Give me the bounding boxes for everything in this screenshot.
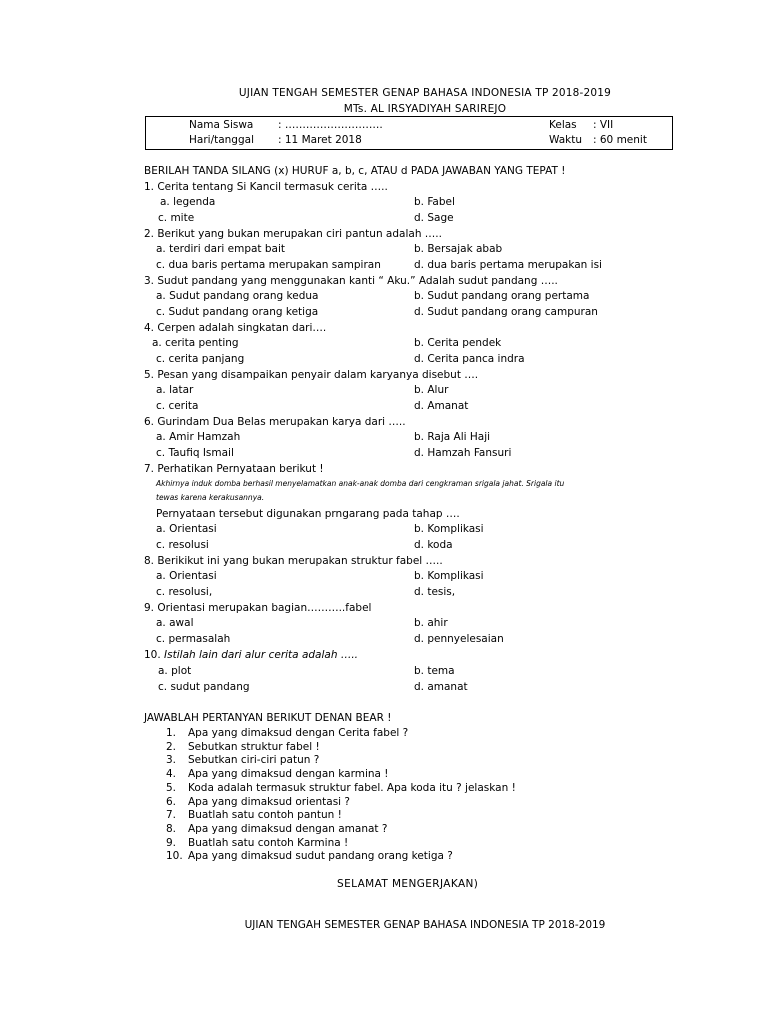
q6-option-b: b. Raja Ali Haji — [414, 431, 491, 443]
next-page-title: UJIAN TENGAH SEMESTER GENAP BAHASA INDONESIA TP 2018-2019 — [244, 919, 606, 931]
essay-8-number: 8. — [166, 823, 177, 835]
q5-option-b: b. Alur — [414, 384, 449, 396]
q10-option-a: a. plot — [158, 665, 192, 677]
q1-option-c: c. mite — [158, 212, 195, 224]
q6-option-a: a. Amir Hamzah — [156, 431, 241, 443]
essay-8-text: Apa yang dimaksud dengan amanat ? — [188, 823, 388, 835]
question-2: 2. Berikut yang bukan merupakan ciri pantun adalah ….. — [144, 228, 442, 240]
essay-6-number: 6. — [166, 796, 177, 808]
time-value: : 60 menit — [593, 134, 647, 146]
name-value: : ………………………. — [278, 119, 383, 131]
essay-3-text: Sebutkan ciri-ciri patun ? — [188, 754, 320, 766]
closing-message: SELAMAT MENGERJAKAN) — [337, 878, 479, 890]
q7-quote-line-2: tewas karena kerakusannya. — [156, 493, 265, 502]
q7-option-b: b. Komplikasi — [414, 523, 484, 535]
section1-instruction: BERILAH TANDA SILANG (x) HURUF a, b, c, ATAU d PADA JAWABAN YANG TEPAT ! — [144, 165, 566, 177]
date-value: : 11 Maret 2018 — [278, 134, 362, 146]
q7-quote-line-1: Akhirnya induk domba berhasil menyelamatkan anak-anak domba dari cengkraman srigala jahat. Srigala itu — [156, 479, 565, 488]
q8-option-a: a. Orientasi — [156, 570, 217, 582]
q2-option-a: a. terdiri dari empat bait — [156, 243, 286, 255]
question-9: 9. Orientasi merupakan bagian………..fabel — [144, 602, 372, 614]
class-label: Kelas — [549, 119, 577, 131]
q10-option-c: c. sudut pandang — [158, 681, 250, 693]
q5-option-a: a. latar — [156, 384, 194, 396]
q6-option-d: d. Hamzah Fansuri — [414, 447, 512, 459]
q5-option-d: d. Amanat — [414, 400, 469, 412]
class-value: : VII — [593, 119, 614, 131]
q2-option-b: b. Bersajak abab — [414, 243, 503, 255]
time-label: Waktu — [549, 134, 582, 146]
q4-option-d: d. Cerita panca indra — [414, 353, 525, 365]
question-10 — [144, 649, 358, 661]
question-7: 7. Perhatikan Pernyataan berikut ! — [144, 463, 324, 475]
q6-option-c: c. Taufiq Ismail — [156, 447, 234, 459]
essay-1-number: 1. — [166, 727, 177, 739]
q7-stem: Pernyataan tersebut digunakan prngarang pada tahap …. — [156, 508, 460, 520]
question-8: 8. Berikikut ini yang bukan merupakan struktur fabel ….. — [144, 555, 443, 567]
student-info-box — [145, 116, 673, 150]
q10-option-d: d. amanat — [414, 681, 468, 693]
essay-2-text: Sebutkan struktur fabel ! — [188, 741, 320, 753]
q1-option-a: a. legenda — [160, 196, 216, 208]
essay-4-text: Apa yang dimaksud dengan karmina ! — [188, 768, 389, 780]
essay-1-text: Apa yang dimaksud dengan Cerita fabel ? — [188, 727, 409, 739]
essay-4-number: 4. — [166, 768, 177, 780]
q7-option-a: a. Orientasi — [156, 523, 217, 535]
question-5: 5. Pesan yang disampaikan penyair dalam karyanya disebut …. — [144, 369, 479, 381]
q7-option-c: c. resolusi — [156, 539, 209, 551]
q8-option-b: b. Komplikasi — [414, 570, 484, 582]
question-1: 1. Cerita tentang Si Kancil termasuk cerita ….. — [144, 181, 388, 193]
essay-7-number: 7. — [166, 809, 177, 821]
q9-option-d: d. pennyelesaian — [414, 633, 504, 645]
essay-5-number: 5. — [166, 782, 177, 794]
essay-7-text: Buatlah satu contoh pantun ! — [188, 809, 342, 821]
essay-2-number: 2. — [166, 741, 177, 753]
q3-option-c: c. Sudut pandang orang ketiga — [156, 306, 319, 318]
q3-option-d: d. Sudut pandang orang campuran — [414, 306, 598, 318]
q10-option-b: b. tema — [414, 665, 455, 677]
exam-title: UJIAN TENGAH SEMESTER GENAP BAHASA INDONESIA TP 2018-2019 — [238, 87, 612, 99]
q1-option-b: b. Fabel — [414, 196, 455, 208]
q8-option-c: c. resolusi, — [156, 586, 213, 598]
essay-6-text: Apa yang dimaksud orientasi ? — [188, 796, 351, 808]
name-label: Nama Siswa — [189, 119, 254, 131]
essay-3-number: 3. — [166, 754, 177, 766]
q2-option-c: c. dua baris pertama merupakan sampiran — [156, 259, 381, 271]
q10-text: Istilah lain dari alur cerita adalah ….. — [164, 649, 358, 661]
q3-option-a: a. Sudut pandang orang kedua — [156, 290, 319, 302]
date-label: Hari/tanggal — [189, 134, 254, 146]
q2-option-d: d. dua baris pertama merupakan isi — [414, 259, 602, 271]
q4-option-a: a. cerita penting — [152, 337, 239, 349]
essay-5-text: Koda adalah termasuk struktur fabel. Apa koda itu ? jelaskan ! — [188, 782, 516, 794]
q3-option-b: b. Sudut pandang orang pertama — [414, 290, 590, 302]
q1-option-d: d. Sage — [414, 212, 454, 224]
q7-option-d: d. koda — [414, 539, 453, 551]
q5-option-c: c. cerita — [156, 400, 199, 412]
q9-option-b: b. ahir — [414, 617, 448, 629]
essay-9-text: Buatlah satu contoh Karmina ! — [188, 837, 349, 849]
q9-option-a: a. awal — [156, 617, 194, 629]
essay-10-text: Apa yang dimaksud sudut pandang orang ketiga ? — [188, 850, 453, 862]
school-name: MTs. AL IRSYADIYAH SARIREJO — [343, 103, 507, 115]
question-6: 6. Gurindam Dua Belas merupakan karya dari ….. — [144, 416, 406, 428]
q4-option-b: b. Cerita pendek — [414, 337, 502, 349]
essay-9-number: 9. — [166, 837, 177, 849]
question-4: 4. Cerpen adalah singkatan dari…. — [144, 322, 327, 334]
q8-option-d: d. tesis, — [414, 586, 456, 598]
q10-number: 10. — [144, 649, 165, 661]
question-3: 3. Sudut pandang yang menggunakan kanti “ Aku.” Adalah sudut pandang ….. — [144, 275, 558, 287]
essay-10-number: 10. — [166, 850, 183, 862]
q9-option-c: c. permasalah — [156, 633, 231, 645]
q4-option-c: c. cerita panjang — [156, 353, 245, 365]
section2-instruction: JAWABLAH PERTANYAN BERIKUT DENAN BEAR ! — [144, 712, 392, 724]
